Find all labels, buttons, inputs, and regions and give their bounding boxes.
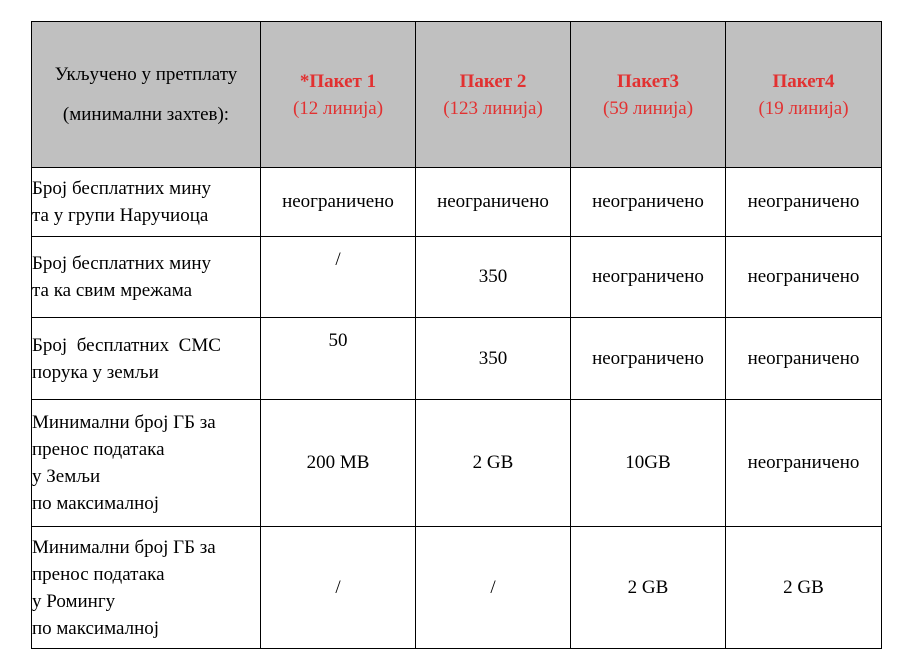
package-3-name: Пакет3 (616, 70, 680, 92)
table-cell: неограничено (571, 237, 726, 318)
row-label-line: по максималној (32, 617, 160, 639)
table-cell: 350 (416, 237, 571, 318)
row-label-line: пренос података (32, 439, 165, 460)
table-cell: / (261, 527, 416, 649)
row-label-free-sms (32, 318, 261, 400)
table-cell: неограничено (571, 318, 726, 400)
row-label-line: у Ромингу (32, 590, 116, 612)
header-included-cell (32, 22, 261, 168)
table-cell: 350 (416, 318, 571, 400)
row-label-line: та у групи Наручиоца (32, 205, 209, 226)
table-cell: / (261, 237, 416, 318)
package-4-header (726, 22, 882, 168)
table-cell: / (416, 527, 571, 649)
package-4-lines: (19 линија) (758, 97, 849, 119)
table-row (32, 318, 882, 400)
package-2-name: Пакет 2 (459, 70, 527, 92)
table-cell: 2 GB (416, 400, 571, 527)
table-cell: 10GB (571, 400, 726, 527)
row-label-line: пренос података (32, 563, 165, 585)
row-label-line: порука у земљи (32, 361, 159, 383)
row-label-line: Број бесплатних мину (32, 253, 212, 274)
header-row (32, 22, 882, 168)
table-cell: 2 GB (726, 527, 882, 649)
table-cell: неограничено (571, 168, 726, 237)
package-2-header (416, 22, 571, 168)
row-label-line: Минимални број ГБ за (32, 412, 216, 433)
header-included-label: Укључено у претплату (54, 63, 238, 85)
table-cell: неограничено (261, 168, 416, 237)
table-cell: неограничено (416, 168, 571, 237)
pricing-table (31, 21, 882, 649)
row-label-line: Број бесплатних СМС (32, 334, 221, 356)
table-row (32, 237, 882, 318)
table-row (32, 168, 882, 237)
table-cell: 200 MB (261, 400, 416, 527)
table-row (32, 527, 882, 649)
row-label-line: Број бесплатних мину (32, 178, 212, 199)
row-label-line: у Земљи (32, 466, 101, 487)
row-label-free-minutes-group (32, 168, 261, 237)
row-label-line: Минимални број ГБ за (32, 536, 216, 558)
package-1-lines: (12 линија) (292, 97, 384, 119)
package-1-name: *Пакет 1 (299, 70, 377, 92)
table-cell: неограничено (726, 318, 882, 400)
row-label-line: та ка свим мрежама (32, 280, 193, 301)
package-3-header (571, 22, 726, 168)
row-label-data-domestic (32, 400, 261, 527)
row-label-data-roaming (32, 527, 261, 649)
table-cell: 50 (261, 318, 416, 400)
table-cell: 2 GB (571, 527, 726, 649)
row-label-free-minutes-all (32, 237, 261, 318)
row-label-line: по максималној (32, 493, 160, 514)
table-cell: неограничено (726, 168, 882, 237)
package-3-lines: (59 линија) (602, 97, 694, 119)
table-cell: неограничено (726, 237, 882, 318)
package-4-name: Пакет4 (772, 70, 835, 92)
table-cell: неограничено (726, 400, 882, 527)
package-2-lines: (123 линија) (443, 97, 543, 119)
table-row (32, 400, 882, 527)
package-1-header (261, 22, 416, 168)
header-min-requirement-label: (минимални захтев): (62, 103, 230, 125)
